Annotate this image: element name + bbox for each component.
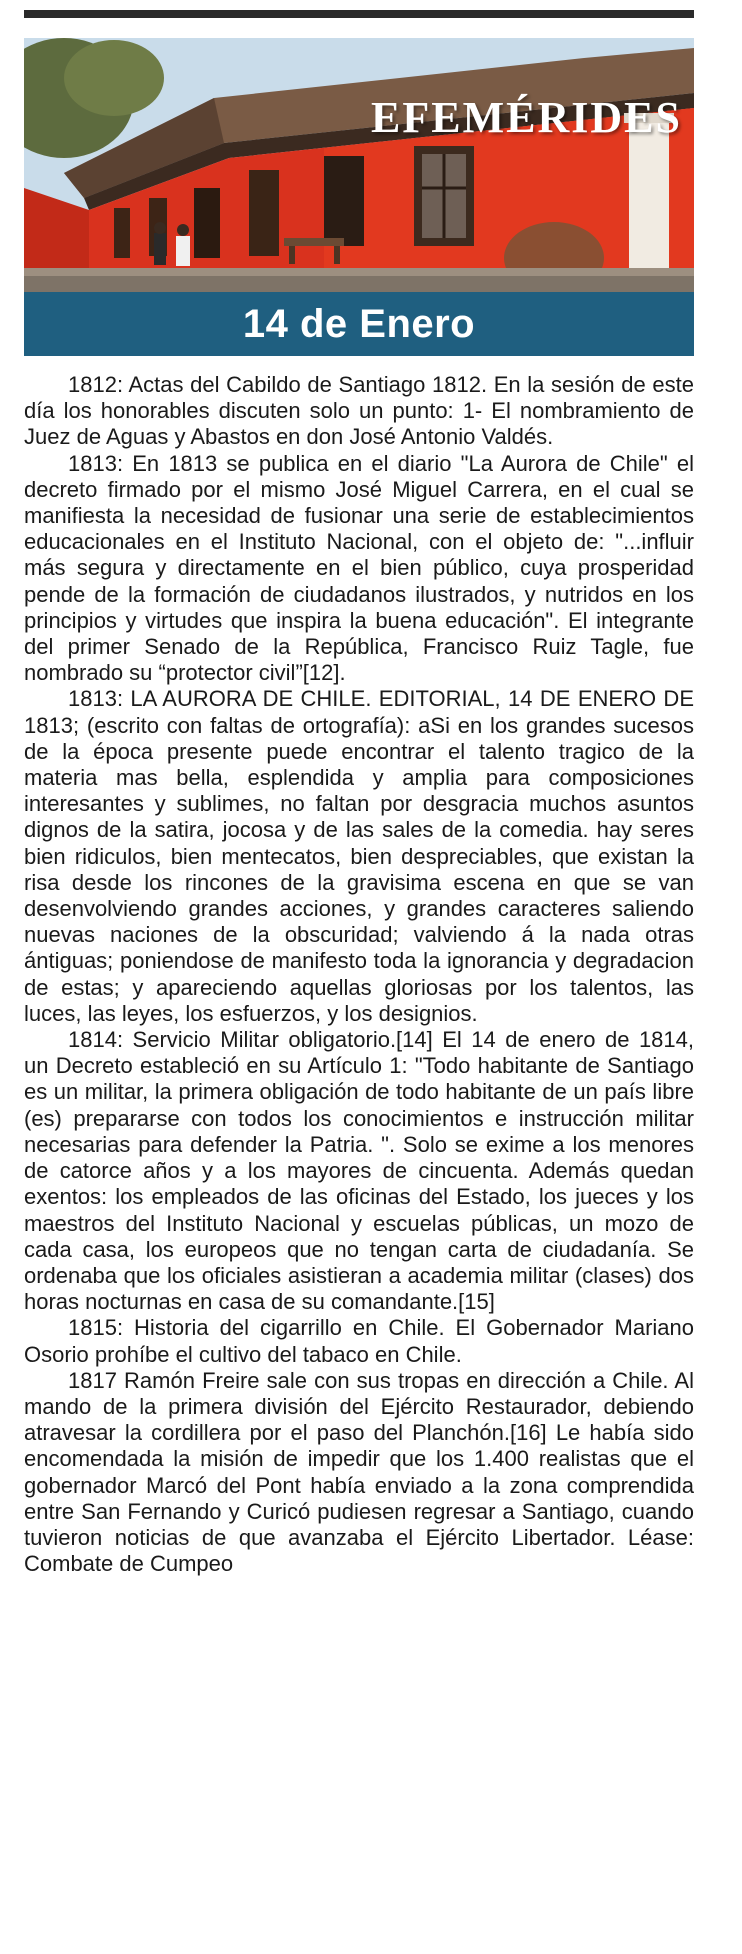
article-body [24, 372, 694, 1577]
paragraph-1817: 1817 Ramón Freire sale con sus tropas en dirección a Chile. Al mando de la primera división del Ejército Restaurador, debiendo atravesar la cordillera por el paso del Planchón.[16] Le había sido encomendada la misión de impedir que los 1.400 realistas que el gobernador Marcó del Pont había enviado a la zona comprendida entre San Fernando y Curicó pudiesen regresar a Santiago, cuando tuvieron noticias de que avanzaba el Ejército Libertador. Léase: Combate de Cumpeo [24, 1367, 694, 1577]
paragraph-1813-editorial: 1813: LA AURORA DE CHILE. EDITORIAL, 14 DE ENERO DE 1813; (escrito con faltas de ortografía): aSi en los grandes sucesos de la época presente puede encontrar el talento tragico de la materia mas bella, esplendida y amplia para composiciones interesantes y sublimes, no faltan por desgracia muchos asuntos dignos de la satira, jocosa y de las sales de la comedia. hay seres bien ridiculos, bien mentecatos, bien despreciables, que existan la risa desde los rincones de la gravisima escena en que se van desenvolviendo grandes acciones, y grandes caracteres saliendo nuevas naciones de la obscuridad; valviendo á la nada otras ántiguas; poniendose de manifesto toda la ignorancia y degradacion de estas; y apareciendo aquellas gloriosas por los talentos, las luces, las leyes, los esfuerzos, y los designios. [24, 686, 694, 1026]
paragraph-1815: 1815: Historia del cigarrillo en Chile. El Gobernador Mariano Osorio prohíbe el cultivo del tabaco en Chile. [24, 1315, 694, 1367]
paragraph-1813-decree: 1813: En 1813 se publica en el diario "La Aurora de Chile" el decreto firmado por el mismo José Miguel Carrera, en el cual se manifiesta la necesidad de fusionar una serie de establecimientos educacionales en el Instituto Nacional, con el objeto de: "...influir más segura y directamente en el bien público, cuya prosperidad pende de la formación de ciudadanos ilustrados, y nutridos en los principios y virtudes que inspira la buena educación". El integrante del primer Senado de la República, Francisco Ruiz Tagle, fue nombrado su “protector civil”[12]. [24, 450, 694, 686]
paragraph-1812: 1812: Actas del Cabildo de Santiago 1812. En la sesión de este día los honorables discuten solo un punto: 1- El nombramiento de Juez de Aguas y Abastos en don José Antonio Valdés. [24, 372, 694, 450]
date-heading: 14 de Enero [24, 292, 694, 356]
banner-title: EFEMÉRIDES [371, 93, 682, 142]
top-rule [24, 10, 694, 18]
paragraph-1814: 1814: Servicio Militar obligatorio.[14] El 14 de enero de 1814, un Decreto estableció en su Artículo 1: "Todo habitante de Santiago es un militar, la primera obligación de todo habitante de un país libre (es) prepararse con todos los conocimientos e instrucción militar necesarias para defender la Patria. ". Solo se exime a los menores de catorce años y a los mayores de cincuenta. Además quedan exentos: los empleados de las oficinas del Estado, los jueces y los maestros del Instituto Nacional y escuelas públicas, un mozo de cada casa, los europeos que no tengan carta de ciudadanía. Se ordenaba que los oficiales asistieran a academia militar (clases) dos horas nocturnas en casa de su comandante.[15] [24, 1027, 694, 1315]
colonial-house-photo [24, 38, 694, 292]
header-photo [24, 38, 694, 292]
